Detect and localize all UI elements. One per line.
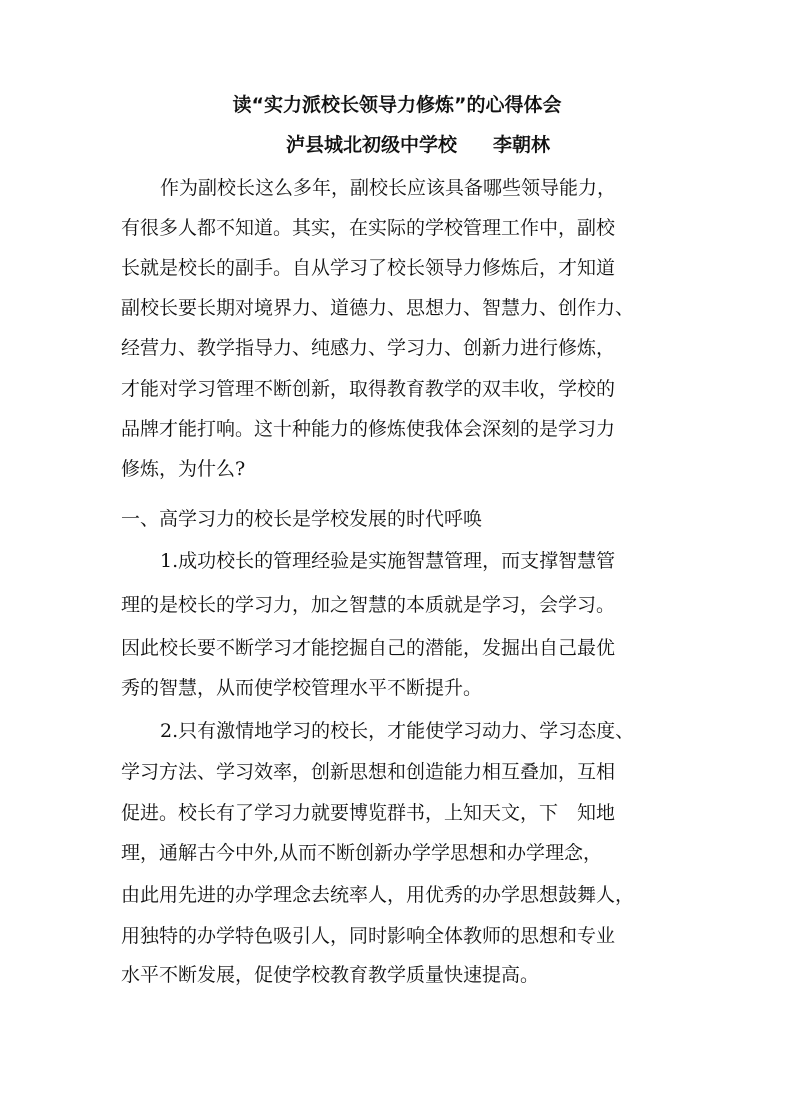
paragraph-line: 经营力、教学指导力、纯感力、学习力、创新力进行修炼， — [121, 337, 616, 359]
author-name: 李朝林 — [493, 134, 551, 156]
paragraph-line: 水平不断发展，促使学校教育教学质量快速提高。 — [121, 964, 540, 986]
paragraph-line: 1.成功校长的管理经验是实施智慧管理，而支撑智慧管 — [160, 550, 616, 572]
paragraph-line: 由此用先进的办学理念去统率人，用优秀的办学思想鼓舞人， — [121, 884, 635, 906]
paragraph-line: 因此校长要不断学习才能挖掘自己的潜能，发掘出自己最优 — [121, 637, 616, 659]
paragraph-line: 秀的智慧，从而使学校管理水平不断提升。 — [121, 677, 483, 699]
document-byline — [286, 130, 550, 160]
paragraph-line: 品牌才能打响。这十种能力的修炼使我体会深刻的是学习力 — [121, 418, 616, 440]
paragraph-line: 有很多人都不知道。其实，在实际的学校管理工作中，副校 — [121, 217, 616, 239]
paragraph-line: 用独特的办学特色吸引人，同时影响全体教师的思想和专业 — [121, 925, 616, 947]
paragraph-line: 2.只有激情地学习的校长，才能使学习动力、学习态度、 — [160, 720, 635, 742]
section-heading: 一、高学习力的校长是学校发展的时代呼唤 — [121, 508, 483, 530]
paragraph-line: 修炼，为什么? — [121, 458, 246, 480]
paragraph-line: 学习方法、学习效率，创新思想和创造能力相互叠加，互相 — [121, 761, 616, 783]
paragraph-line: 副校长要长期对境界力、道德力、思想力、智慧力、创作力、 — [121, 297, 635, 319]
paragraph-line: 作为副校长这么多年，副校长应该具备哪些领导能力， — [160, 177, 617, 199]
paragraph-line: 长就是校长的副手。自从学习了校长领导力修炼后，才知道 — [121, 257, 616, 279]
paragraph-line: 理的是校长的学习力，加之智慧的本质就是学习，会学习。 — [121, 594, 616, 616]
school-name: 泸县城北初级中学校 — [286, 134, 458, 156]
document-title: 读“实力派校长领导力修炼”的心得体会 — [232, 94, 562, 116]
paragraph-line: 才能对学习管理不断创新，取得教育教学的双丰收，学校的 — [121, 378, 616, 400]
paragraph-line: 理，通解古今中外,从而不断创新办学学思想和办学理念， — [121, 842, 603, 864]
paragraph-line: 促进。校长有了学习力就要博览群书，上知天文，下 知地 — [121, 802, 616, 824]
